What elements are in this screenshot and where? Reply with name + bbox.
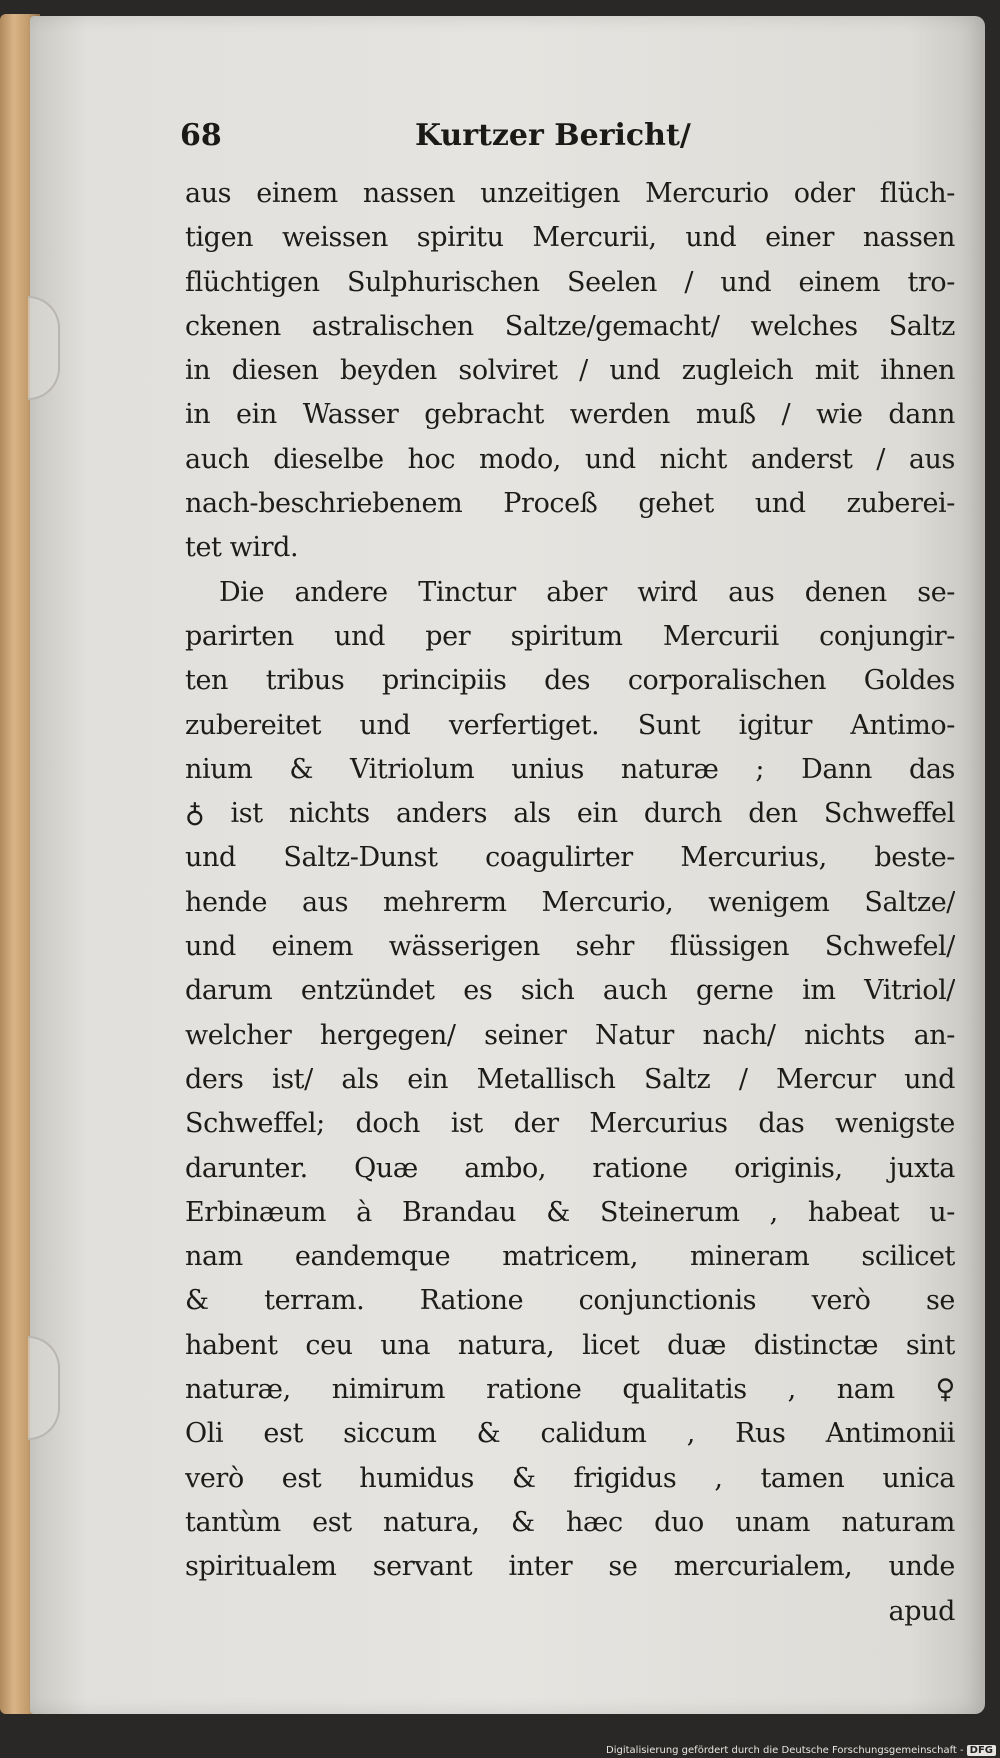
text-line: nium & Vitriolum unius naturæ ; Dann das — [185, 753, 955, 785]
text-line: darum entzündet es sich auch gerne im Vitriol/ — [185, 975, 955, 1007]
text-line: parirten und per spiritum Mercurii conjungir- — [185, 620, 955, 652]
text-line: ders ist/ als ein Metallisch Saltz / Mercur und — [185, 1063, 955, 1095]
text-line: und Saltz-Dunst coagulirter Mercurius, beste- — [185, 842, 955, 874]
text-line: ten tribus principiis des corporalischen Goldes — [185, 665, 955, 697]
text-line: hende aus mehrerm Mercurio, wenigem Saltze/ — [185, 886, 955, 918]
page-number: 68 — [180, 118, 222, 153]
text-line: in ein Wasser gebracht werden muß / wie dann — [185, 399, 955, 431]
text-line: Schweffel; doch ist der Mercurius das wenigste — [185, 1108, 955, 1140]
text-line: Die andere Tinctur aber wird aus denen se- — [219, 576, 955, 608]
page-clip-bottom — [28, 1336, 60, 1440]
text-line: zubereitet und verfertiget. Sunt igitur Antimo- — [185, 709, 955, 741]
text-line: habent ceu una natura, licet duæ distinctæ sint — [185, 1329, 955, 1361]
text-line: ♁ ist nichts anders als ein durch den Schweffel — [185, 798, 955, 830]
text-line: & terram. Ratione conjunctionis verò se — [185, 1285, 955, 1317]
text-line: nam eandemque matricem, mineram scilicet — [185, 1241, 955, 1273]
digitization-credit — [606, 1745, 996, 1756]
text-line: und einem wässerigen sehr flüssigen Schwefel/ — [185, 931, 955, 963]
credit-text: Digitalisierung gefördert durch die Deutsche Forschungsgemeinschaft - — [606, 1745, 964, 1756]
page-clip-top — [28, 296, 60, 400]
text-line: nach-beschriebenem Proceß gehet und zuberei- — [185, 488, 955, 520]
text-line: darunter. Quæ ambo, ratione originis, juxta — [185, 1152, 955, 1184]
text-line: spiritualem servant inter se mercurialem, unde — [185, 1551, 955, 1583]
page-header — [150, 118, 850, 168]
text-line: naturæ, nimirum ratione qualitatis , nam ♀ — [185, 1374, 955, 1406]
text-line: tantùm est natura, & hæc duo unam naturam — [185, 1506, 955, 1538]
catchword: apud — [888, 1595, 955, 1627]
dfg-logo-icon: DFG — [967, 1745, 996, 1756]
text-line: flüchtigen Sulphurischen Seelen / und einem tro- — [185, 266, 955, 298]
text-line: welcher hergegen/ seiner Natur nach/ nichts an- — [185, 1019, 955, 1051]
text-line: auch dieselbe hoc modo, und nicht anderst / aus — [185, 443, 955, 475]
text-line: in diesen beyden solviret / und zugleich mit ihnen — [185, 355, 955, 387]
text-line: Oli est siccum & calidum , Rus Antimonii — [185, 1418, 955, 1450]
text-line: tigen weissen spiritu Mercurii, und einer nassen — [185, 222, 955, 254]
text-line: verò est humidus & frigidus , tamen unica — [185, 1462, 955, 1494]
text-line: ckenen astralischen Saltze/gemacht/ welches Saltz — [185, 310, 955, 342]
body-text — [185, 172, 955, 1634]
text-line: Erbinæum à Brandau & Steinerum , habeat u- — [185, 1196, 955, 1228]
text-line: aus einem nassen unzeitigen Mercurio oder flüch- — [185, 178, 955, 209]
text-line: tet wird. — [185, 532, 299, 564]
running-title: Kurtzer Bericht/ — [415, 118, 691, 153]
